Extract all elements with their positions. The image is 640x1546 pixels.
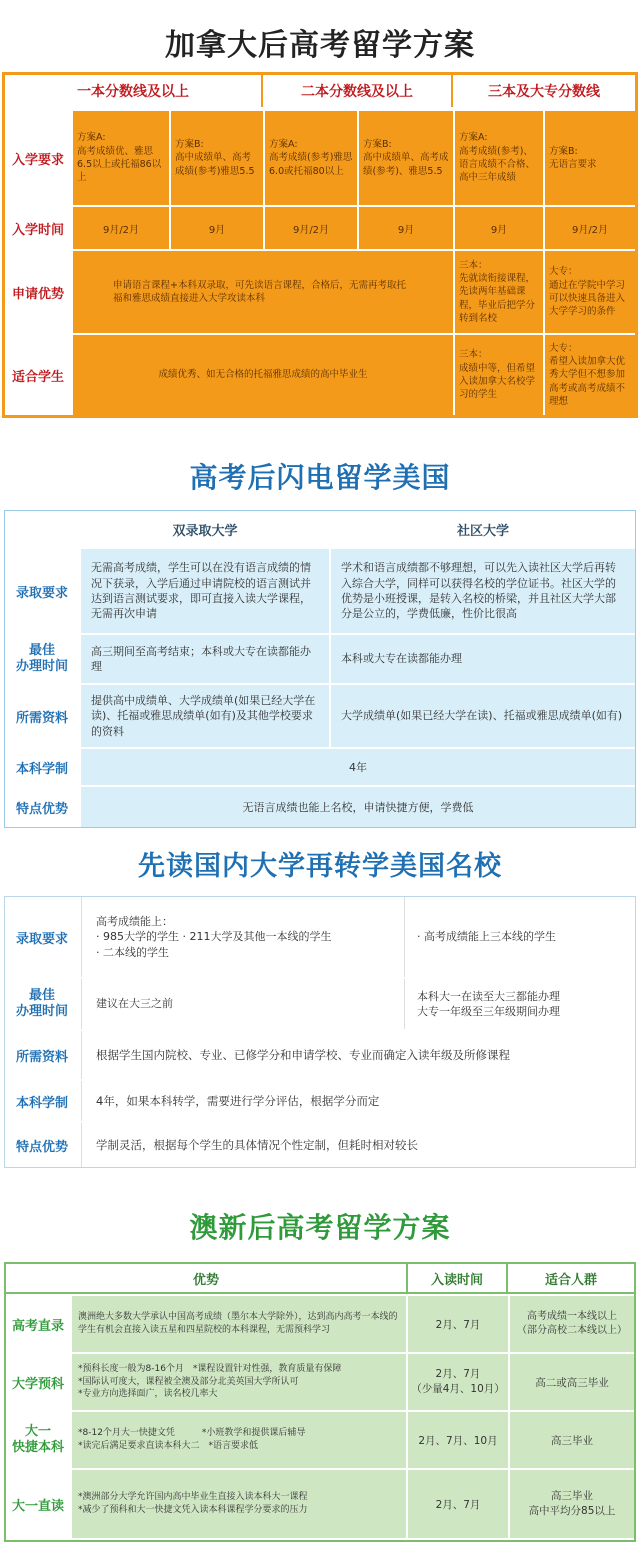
row-label-time: 入学时间 <box>11 222 64 238</box>
intake-cell: 2月、7月、10月 <box>408 1412 508 1468</box>
usa-table <box>4 510 636 828</box>
term-value: 4年，如果本科转学，需要进行学分评估，根据学分而定 <box>81 1081 635 1121</box>
row-label: 大学预科 <box>11 1376 64 1392</box>
feature-value: 学制灵活，根据每个学生的具体情况个性定制，但耗时相对较长 <box>81 1123 635 1167</box>
row-label: 高考直录 <box>11 1318 64 1334</box>
cc-cell: 学术和语言成绩都不够理想，可以先入读社区大学后再转入综合大学，同样可以获得名校的学位证书。社区大学的优势是小班授课，是转入名校的桥梁，并且社区大学大部分是公立的，学费低廉，性价比很高 <box>331 549 635 633</box>
row-label: 录取要求 <box>15 931 68 947</box>
australia-table <box>4 1262 636 1542</box>
row-label: 大一 快捷本科 <box>11 1424 64 1455</box>
header-tier2: 二本分数线及以上 <box>263 75 453 107</box>
advantage-cell: *8-12个月大一快捷文凭 *小班教学和提供课后辅导 *读完后满足要求直读本科大二 *语言要求低 <box>72 1412 406 1468</box>
req-cell: 方案A: 高考成绩(参考)雅思6.0或托福80以上 <box>265 111 357 205</box>
row-label: 最佳 办理时间 <box>15 643 68 674</box>
time-cell: 9月/2月 <box>545 207 635 249</box>
dual-cell: 无需高考成绩，学生可以在没有语言成绩的情况下获录，入学后通过申请院校的语言测试并达到语言测试要求，即可直接入读大学课程，无需再次申请 <box>81 549 329 633</box>
fit-dazhuan: 大专： 希望入读加拿大优秀大学但不想参加高考或高考成绩不理想 <box>545 335 635 415</box>
req-cell: 方案B: 高中成绩单、高考成绩(参考)、雅思5.5 <box>359 111 453 205</box>
dual-cell: 高三期间至高考结束；本科或大专在读都能办理 <box>81 635 329 683</box>
row-label-term: 本科学制 <box>15 1095 68 1111</box>
req-cell: 方案B: 高中成绩单、高考成绩(参考)雅思5.5 <box>171 111 263 205</box>
row-label: 所需资料 <box>15 710 68 726</box>
time-cell: 9月/2月 <box>265 207 357 249</box>
fit-cell: 高三毕业 高中平均分85以上 <box>510 1470 634 1538</box>
advantage-3ben: 三本： 先就读衔接课程，先读两年基础课程，毕业后把学分转到名校 <box>455 251 543 333</box>
intake-cell: 2月、7月 <box>408 1296 508 1352</box>
row-label: 录取要求 <box>15 585 68 601</box>
advantage-cell: *澳洲部分大学允许国内高中毕业生直接入读本科大一课程 *减少了预科和大一快捷文凭入读本科课程学分要求的压力 <box>72 1470 406 1538</box>
req-cell: 方案A: 高考成绩优、雅思6.5以上或托福86以上 <box>73 111 169 205</box>
transfer-cell-a: 建议在大三之前 <box>81 979 405 1029</box>
header-dual-admission: 双录取大学 <box>172 523 238 539</box>
transfer-cell-a: 高考成绩能上： · 985大学的学生 · 211大学及其他一本线的学生 · 二本线的学生 <box>81 897 405 977</box>
time-cell: 9月 <box>171 207 263 249</box>
term-value: 4年 <box>81 749 635 785</box>
intake-cell: 2月、7月 <box>408 1470 508 1538</box>
row-label-feature: 特点优势 <box>15 801 68 817</box>
header-tier3: 三本及大专分数线 <box>488 84 600 100</box>
row-label-term: 本科学制 <box>15 761 68 777</box>
transfer-table <box>4 896 636 1168</box>
row-label-fit: 适合学生 <box>11 369 64 385</box>
time-cell: 9月 <box>359 207 453 249</box>
transfer-cell-b: · 高考成绩能上三本线的学生 <box>407 897 635 977</box>
section1-title: 加拿大后高考留学方案 <box>165 28 475 63</box>
dual-cell: 提供高中成绩单、大学成绩单(如果已经大学在读)、托福或雅思成绩单(如有)及其他学校要求的资料 <box>81 685 329 747</box>
header-advantage: 优势 <box>6 1264 408 1294</box>
row-label-feature: 特点优势 <box>15 1139 68 1155</box>
advantage-cell: 澳洲绝大多数大学承认中国高考成绩（墨尔本大学除外），达到高内高考一本线的学生有机会直接入读五星和四星院校的本科课程，无需预科学习 <box>72 1296 406 1352</box>
fit-3ben: 三本： 成绩中等，但希望入读加拿大名校学习的学生 <box>455 335 543 415</box>
header-tier1: 一本分数线及以上 <box>5 75 263 107</box>
fit-main: 成绩优秀、如无合格的托福雅思成绩的高中毕业生 <box>73 335 453 415</box>
cc-cell: 本科或大专在读都能办理 <box>331 635 635 683</box>
time-cell: 9月 <box>455 207 543 249</box>
materials-value: 根据学生国内院校、专业、已修学分和申请学校、专业而确定入读年级及所修课程 <box>81 1031 635 1079</box>
req-cell: 方案B: 无语言要求 <box>545 111 635 205</box>
row-label-requirements: 入学要求 <box>11 152 64 168</box>
fit-cell: 高二或高三毕业 <box>510 1354 634 1410</box>
fit-cell: 高考成绩一本线以上 （部分高校二本线以上） <box>510 1296 634 1352</box>
advantage-dazhuan: 大专： 通过在学院中学习可以快速具备进入大学学习的条件 <box>545 251 635 333</box>
feature-value: 无语言成绩也能上名校，申请快捷方便，学费低 <box>81 787 635 827</box>
intake-cell: 2月、7月 （少量4月、10月） <box>408 1354 508 1410</box>
req-cell: 方案A: 高考成绩(参考)、语言成绩不合格、高中三年成绩 <box>455 111 543 205</box>
section3-title: 先读国内大学再转学美国名校 <box>138 851 502 882</box>
section4-title: 澳新后高考留学方案 <box>189 1211 451 1244</box>
row-label: 最佳 办理时间 <box>15 988 68 1019</box>
fit-cell: 高三毕业 <box>510 1412 634 1468</box>
header-community-college: 社区大学 <box>456 523 509 539</box>
advantage-main: 申请语言课程+本科双录取，可先读语言课程，合格后，无需再考取托福和雅思成绩直接进入大学攻读本科 <box>73 251 453 333</box>
row-label: 大一直读 <box>11 1498 64 1514</box>
time-cell: 9月/2月 <box>73 207 169 249</box>
section2-title: 高考后闪电留学美国 <box>189 461 451 494</box>
cc-cell: 大学成绩单(如果已经大学在读)、托福或雅思成绩单(如有) <box>331 685 635 747</box>
transfer-cell-b: 本科大一在读至大三都能办理 大专一年级至三年级期间办理 <box>407 979 635 1029</box>
advantage-cell: *预科长度一般为8-16个月 *课程设置针对性强，教育质量有保障 *国际认可度大，课程被全澳及部分北美英国大学所认可 *专业方向选择面广，读名校几率大 <box>72 1354 406 1410</box>
row-label-materials: 所需资料 <box>15 1049 68 1065</box>
row-label-advantage: 申请优势 <box>11 286 64 302</box>
canada-table <box>2 72 638 418</box>
header-intake: 入读时间 <box>408 1264 508 1294</box>
header-fit: 适合人群 <box>508 1264 634 1294</box>
